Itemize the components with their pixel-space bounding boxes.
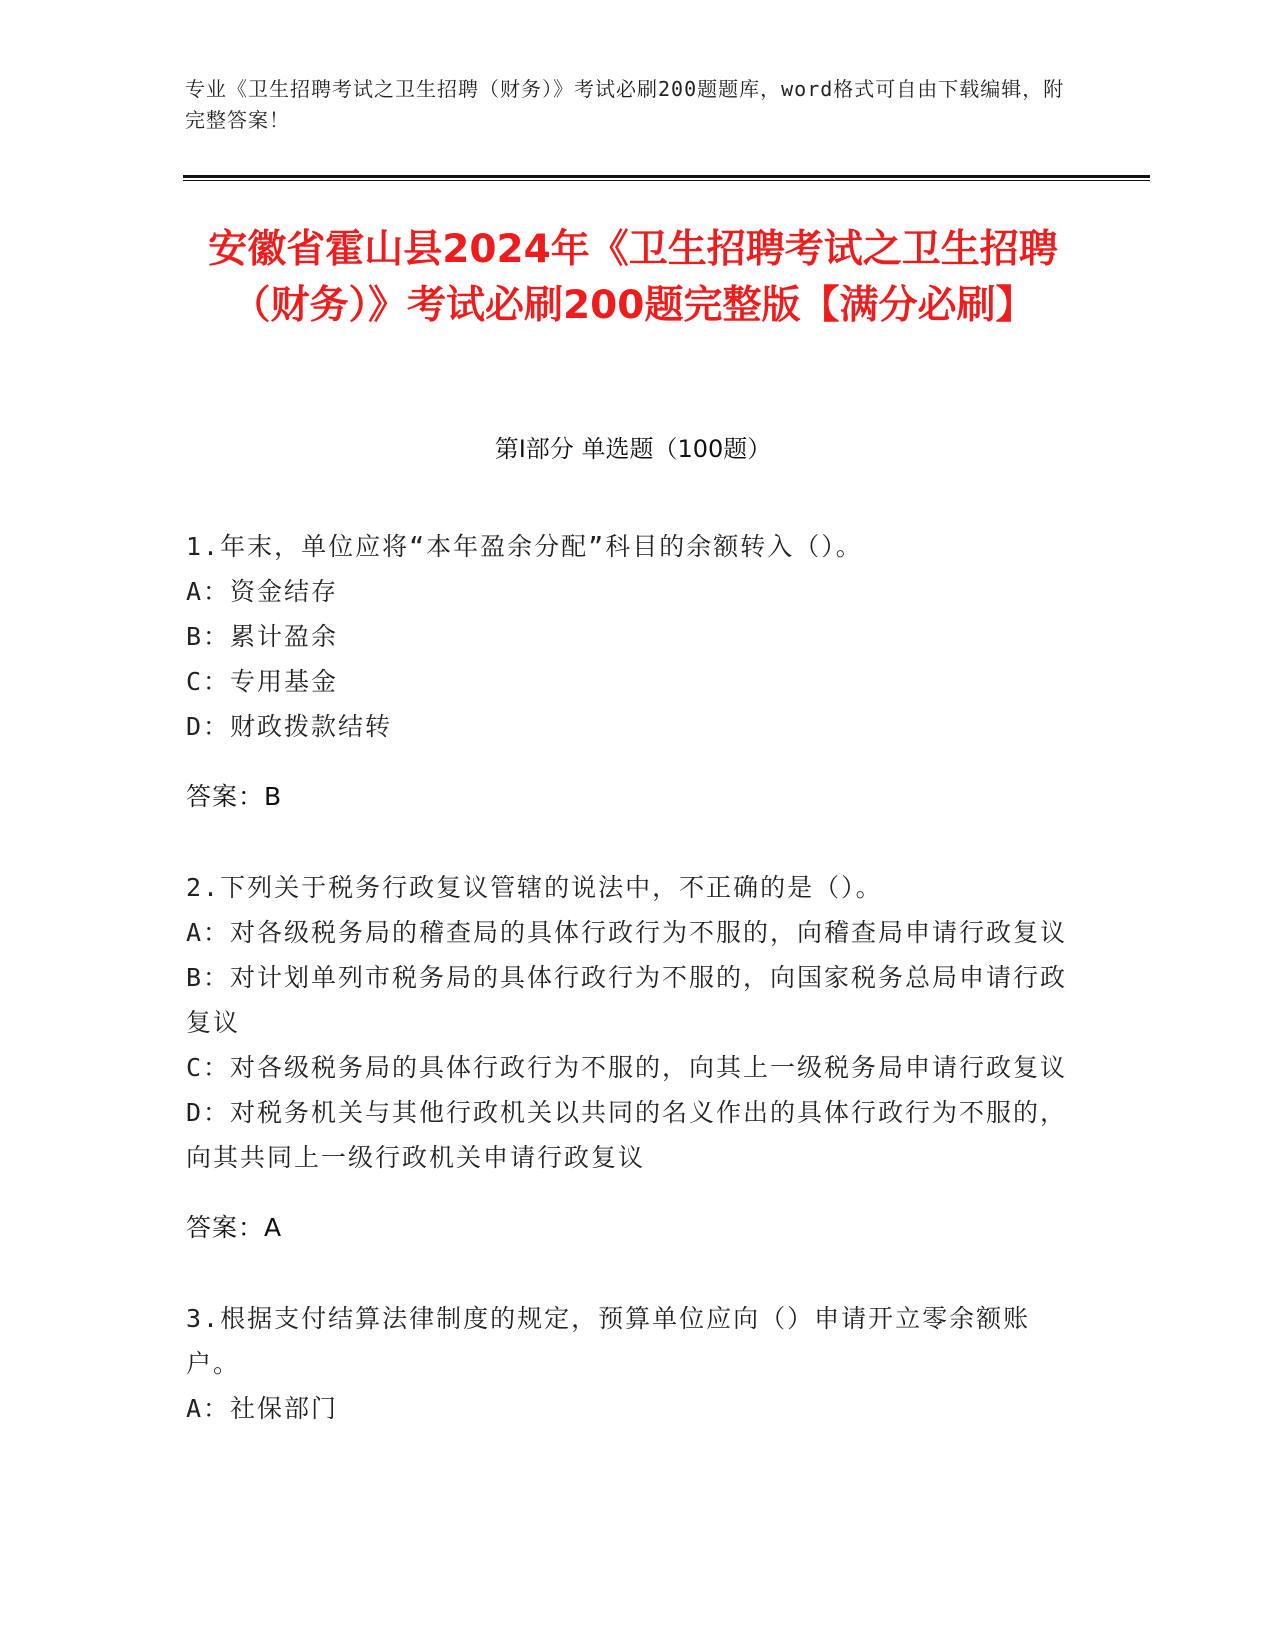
question-stem: 1.年末，单位应将“本年盈余分配”科目的余额转入（）。 — [186, 532, 863, 561]
question-item — [186, 1296, 1076, 1431]
document-title: 安徽省霍山县2024年《卫生招聘考试之卫生招聘（财务）》考试必刷200题完整版【满分必刷】 — [208, 227, 1058, 328]
question-stem: 3.根据支付结算法律制度的规定，预算单位应向（）申请开立零余额账户。 — [186, 1304, 1031, 1378]
question-list — [186, 524, 1076, 1477]
header-divider-thin — [183, 180, 1150, 181]
question-item — [186, 865, 1076, 1250]
answer-line: 答案：B — [186, 782, 283, 811]
option-d: D：财政拨款结转 — [186, 712, 393, 741]
section-heading: 第I部分 单选题（100题） — [494, 435, 772, 463]
option-b: B：累计盈余 — [186, 622, 339, 651]
option-a: A：社保部门 — [186, 1394, 339, 1423]
option-c: C：对各级税务局的具体行政行为不服的，向其上一级税务局申请行政复议 — [186, 1053, 1068, 1082]
question-stem: 2.下列关于税务行政复议管辖的说法中，不正确的是（）。 — [186, 873, 883, 902]
option-c: C：专用基金 — [186, 667, 339, 696]
option-a: A：对各级税务局的稽查局的具体行政行为不服的，向稽查局申请行政复议 — [186, 918, 1068, 947]
answer-line: 答案：A — [186, 1213, 283, 1242]
header-divider-thick — [183, 175, 1150, 178]
option-a: A：资金结存 — [186, 577, 339, 606]
option-d: D：对税务机关与其他行政机关以共同的名义作出的具体行政行为不服的，向其共同上一级行政机关申请行政复议 — [186, 1098, 1068, 1172]
question-item — [186, 524, 1076, 819]
option-b: B：对计划单列市税务局的具体行政行为不服的，向国家税务总局申请行政复议 — [186, 963, 1068, 1037]
header-note: 专业《卫生招聘考试之卫生招聘（财务）》考试必刷200题题库，word格式可自由下载编辑，附完整答案！ — [185, 77, 1065, 132]
